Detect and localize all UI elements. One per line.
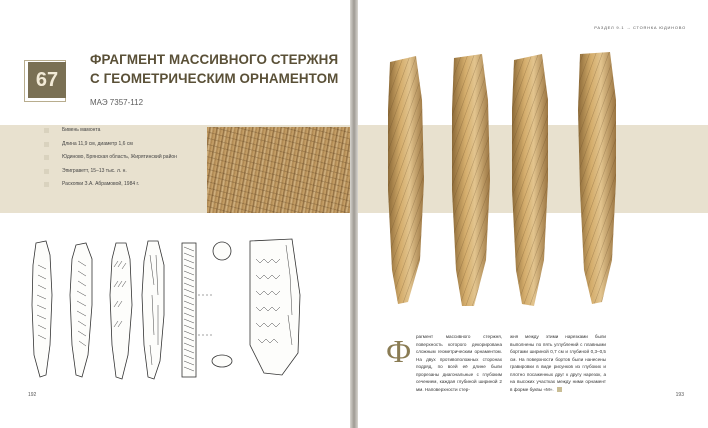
drawing-view-1	[32, 241, 52, 377]
title-line-1: ФРАГМЕНТ МАССИВНОГО СТЕРЖНЯ	[90, 52, 339, 67]
end-mark-icon	[557, 387, 562, 392]
inventory-number: МАЭ 7357-112	[90, 98, 144, 107]
book-gutter	[350, 0, 358, 428]
unrolled-ornament-view	[250, 239, 300, 375]
body-text-col-2: жня между этими нарезками были выполнены по пять углублений с плавными бортами шириной 0,7 см и глубиной 0,3–0,5 см. На поверхности бортов были нанесены гравировки в виде рисунков из глубоких и плотно посаженных друг к другу нарезок, а на высоких участках между ними орнамент в форме буквы «М».	[510, 334, 606, 392]
spec-item	[44, 127, 194, 134]
drawing-view-3	[110, 243, 132, 379]
page-title	[90, 50, 339, 88]
spec-text: Эпиграветт, 15–13 тыс. л. н.	[62, 167, 127, 174]
photo-view-3	[512, 54, 548, 306]
catalog-number: 67	[28, 62, 66, 98]
body-text-col-1: рагмент массивного стержня, поверхность которого декорирована сложным геометрическим орнаментом. На двух противоположных сторонах подряд, по всей её длине были прорезаны диагональные с глубоким сечением, каждая глубиной шириной 2 мм. Наповерхности стер-	[416, 334, 502, 392]
spec-text: Раскопки З.А. Абрамовой, 1984 г.	[62, 181, 140, 187]
page-number-left: 192	[28, 392, 37, 398]
spec-text: Юдиново, Брянская область, Жирятинский район	[62, 154, 177, 160]
title-line-2: С ГЕОМЕТРИЧЕСКИМ ОРНАМЕНТОМ	[90, 71, 339, 86]
spec-item	[44, 168, 194, 175]
bullet-square-icon	[44, 169, 49, 174]
bullet-square-icon	[44, 155, 49, 160]
cross-section-bottom	[212, 355, 232, 367]
cross-section-top	[213, 242, 231, 260]
bullet-square-icon	[44, 182, 49, 187]
spec-text: Длина 11,9 см, диаметр 1,6 см	[62, 140, 133, 147]
photo-view-2	[452, 54, 490, 306]
artifact-line-drawings	[24, 235, 344, 385]
spec-item	[44, 154, 194, 161]
spec-item	[44, 141, 194, 148]
page-number-right: 193	[675, 392, 684, 398]
spec-text: Бивень мамонта	[62, 127, 101, 133]
drop-cap: Ф	[386, 333, 412, 369]
photo-view-4	[578, 52, 616, 304]
spec-list	[44, 127, 194, 195]
left-page	[0, 0, 350, 428]
running-header: РАЗДЕЛ 9.1 → СТОЯНКА ЮДИНОВО	[594, 25, 686, 30]
bullet-square-icon	[44, 142, 49, 147]
artifact-closeup-photo	[207, 127, 350, 213]
spec-item	[44, 181, 194, 188]
right-page	[358, 0, 708, 428]
bullet-square-icon	[44, 128, 49, 133]
artifact-photographs	[358, 40, 708, 330]
photo-view-1	[388, 56, 424, 304]
